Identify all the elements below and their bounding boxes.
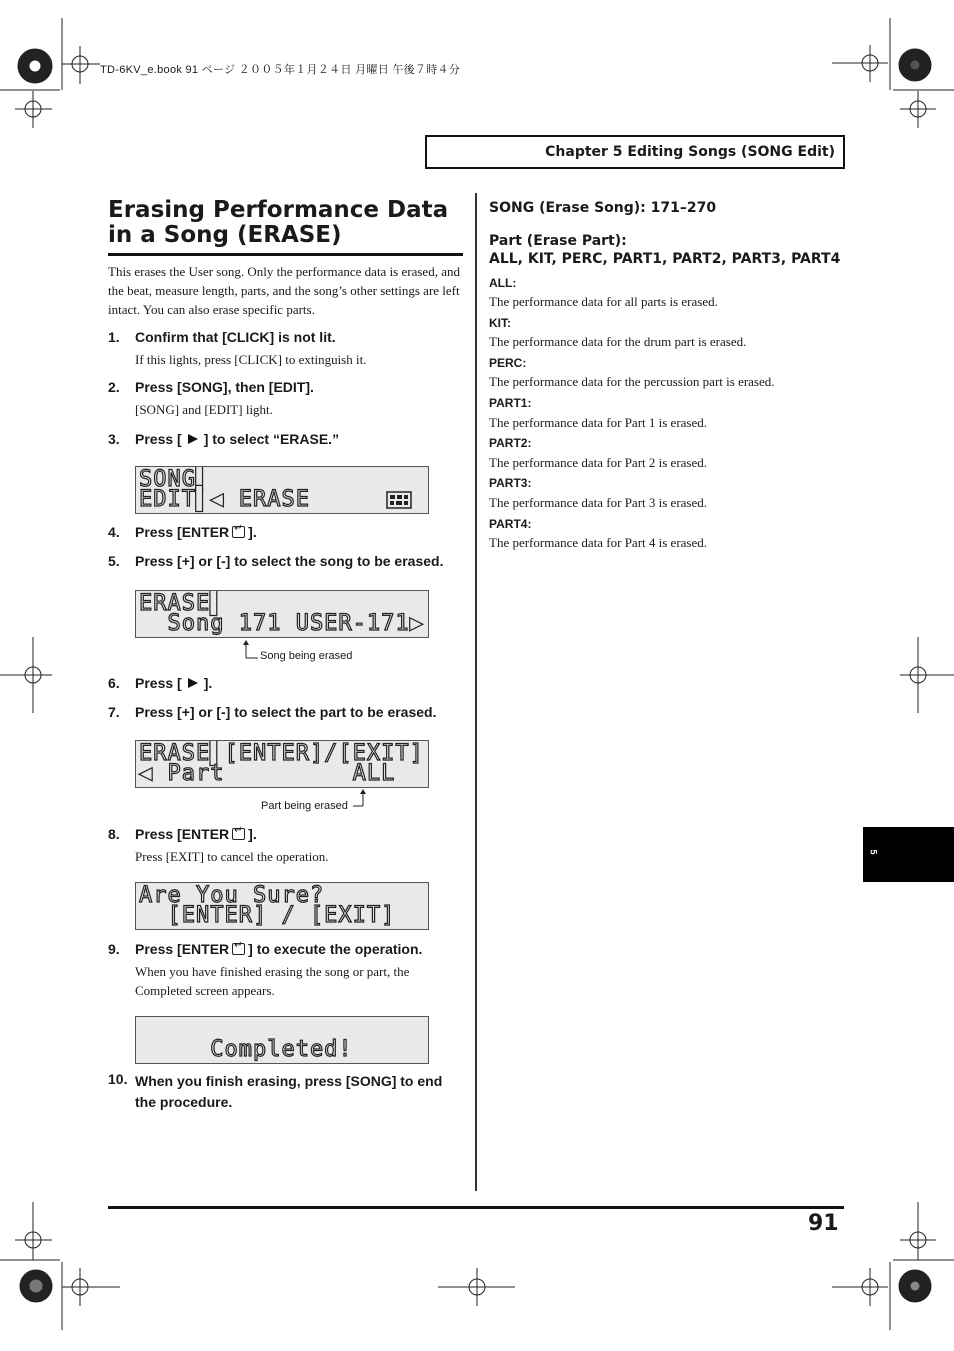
part-being-erased-caption: Part being erased [261, 800, 348, 812]
lcd-screen-song-select [135, 590, 429, 638]
intro-paragraph: This erases the User song. Only the performance data is erased, and the beat, measure length, parts, and the song’s other settings are left intact. You can also erase specific parts. [108, 264, 460, 317]
step-number: 4. [108, 524, 120, 540]
step-text-b: ] to select “ERASE.” [203, 431, 340, 447]
caption-arrow-icon [242, 640, 262, 660]
step-number: 9. [108, 941, 120, 957]
step-text-a: Press [ENTER [135, 826, 230, 842]
lcd-screen-erase-select [135, 466, 429, 514]
step-text: Press [+] or [-] to select the part to be erased. [135, 704, 437, 720]
step-number: 6. [108, 675, 120, 691]
section-title: Erasing Performance Data in a Song (ERASE) [108, 197, 449, 248]
lcd-line-1: SONG▌ [139, 467, 211, 492]
part-label-kit: KIT: [489, 316, 511, 330]
step-text [135, 826, 257, 842]
part-desc-perc: The performance data for the percussion part is erased. [489, 374, 775, 389]
step-note: [SONG] and [EDIT] light. [135, 402, 273, 417]
step-text-a: Press [ [135, 431, 182, 447]
step-text: Press [SONG], then [EDIT]. [135, 379, 314, 395]
step-note: If this lights, press [CLICK] to extinguish it. [135, 352, 367, 367]
chapter-title: Chapter 5 Editing Songs (SONG Edit) [545, 144, 835, 160]
part-label-part2: PART2: [489, 436, 532, 450]
page-number: 91 [808, 1211, 839, 1236]
step-text [135, 675, 212, 691]
step-text-b: ]. [248, 826, 257, 842]
enter-key-icon [232, 943, 245, 955]
part-desc-part4: The performance data for Part 4 is erased. [489, 535, 708, 550]
step-number: 1. [108, 329, 120, 345]
step-text-a: Press [ [135, 675, 182, 691]
part-options-heading: ALL, KIT, PERC, PART1, PART2, PART3, PART4 [489, 251, 841, 267]
step-number: 8. [108, 826, 120, 842]
step-number: 7. [108, 704, 120, 720]
lcd-screen-confirm [135, 882, 429, 930]
part-desc-part3: The performance data for Part 3 is erased. [489, 495, 708, 510]
part-desc-part2: The performance data for Part 2 is erased. [489, 455, 708, 470]
part-label-part1: PART1: [489, 396, 532, 410]
chapter-tab-number: 5 [868, 849, 879, 855]
step-text-a: Press [ENTER [135, 524, 230, 540]
enter-key-icon [232, 526, 245, 538]
part-label-all: ALL: [489, 276, 517, 290]
step-note: When you have finished erasing the song or part, the Completed screen appears. [135, 964, 410, 998]
step-text: Confirm that [CLICK] is not lit. [135, 329, 336, 345]
step-text-b: ]. [248, 524, 257, 540]
part-label-part4: PART4: [489, 517, 532, 531]
part-heading: Part (Erase Part): [489, 233, 627, 249]
song-being-erased-caption: Song being erased [260, 650, 353, 662]
caption-arrow-icon [350, 789, 370, 809]
lcd-line-1: ERASE▌[ENTER]/[EXIT] [139, 741, 424, 766]
chapter-side-tab [863, 827, 954, 882]
lcd-line-2: Completed! [139, 1037, 353, 1062]
step-text [135, 524, 257, 540]
lcd-line-2: ◀ Part ALL [139, 761, 396, 786]
chapter-header-box [425, 135, 845, 169]
part-desc-part1: The performance data for Part 1 is erased. [489, 415, 708, 430]
lcd-line-2: EDIT▌◀ ERASE [139, 487, 310, 512]
step-text [135, 431, 339, 447]
step-number: 3. [108, 431, 120, 447]
part-label-part3: PART3: [489, 476, 532, 490]
step-text-b: ] to execute the operation. [248, 941, 423, 957]
right-arrow-icon [188, 678, 198, 688]
step-text-a: Press [ENTER [135, 941, 230, 957]
step-text: When you finish erasing, press [SONG] to end the procedure. [135, 1073, 443, 1110]
lcd-line-2: Song 171 USER-171▶ [139, 611, 424, 636]
column-divider [475, 193, 477, 1191]
step-number: 10. [108, 1071, 128, 1087]
part-desc-kit: The performance data for the drum part is erased. [489, 334, 747, 349]
part-desc-all: The performance data for all parts is erased. [489, 294, 718, 309]
step-text [135, 941, 422, 957]
step-text: Press [+] or [-] to select the song to be erased. [135, 553, 444, 569]
lcd-screen-part-select [135, 740, 429, 788]
step-number: 5. [108, 553, 120, 569]
lcd-line-2: [ENTER] / [EXIT] [139, 903, 396, 928]
step-note: Press [EXIT] to cancel the operation. [135, 849, 329, 864]
enter-key-icon [232, 828, 245, 840]
right-arrow-icon [188, 434, 198, 444]
lcd-screen-completed [135, 1016, 429, 1064]
song-edit-icon [386, 491, 412, 509]
lcd-line-1: ERASE▌ [139, 591, 225, 616]
footer-rule [108, 1206, 844, 1209]
part-label-perc: PERC: [489, 356, 527, 370]
song-range-heading: SONG (Erase Song): 171–270 [489, 200, 717, 216]
file-header: TD-6KV_e.book 91 ページ ２００５年１月２４日 月曜日 午後７時４分 [100, 64, 461, 76]
lcd-line-1: Are You Sure? [139, 883, 325, 908]
title-rule [108, 253, 463, 256]
step-text-b: ]. [203, 675, 213, 691]
step-number: 2. [108, 379, 120, 395]
